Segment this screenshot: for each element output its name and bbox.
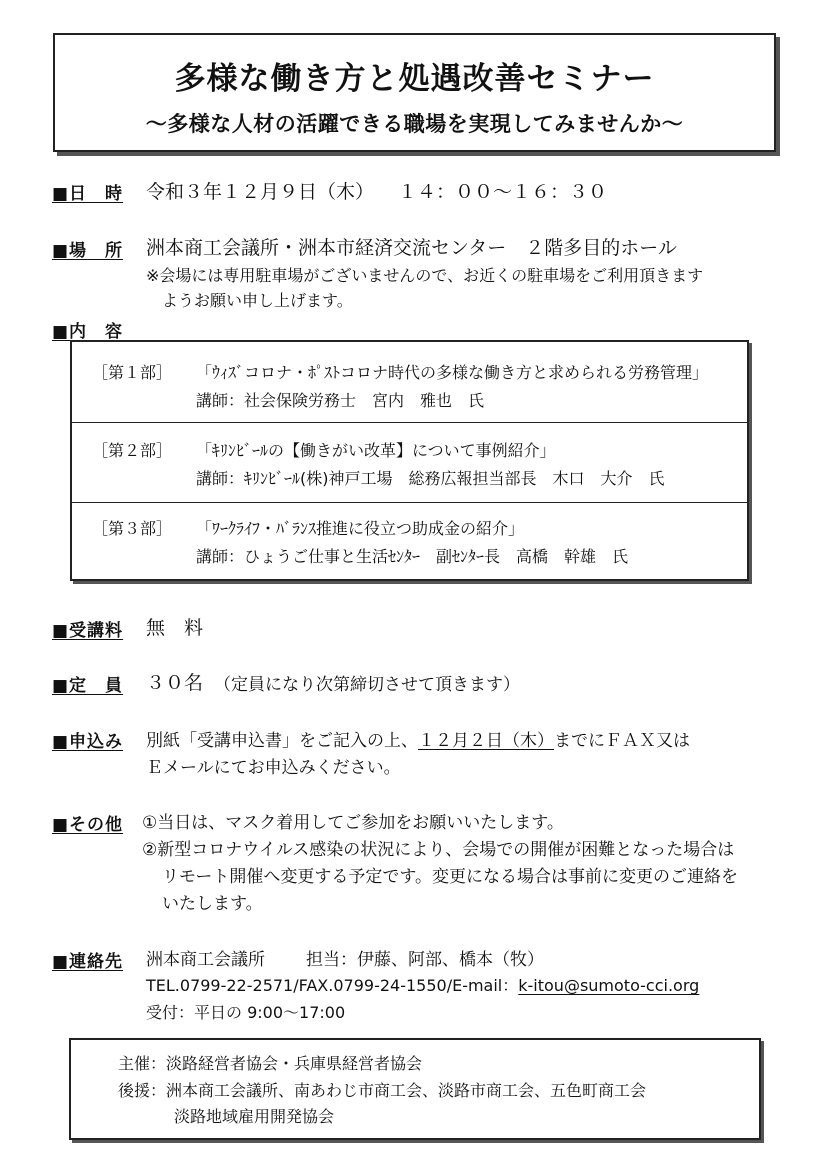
other-line2: ②新型コロナウイルス感染の状況により、会場での開催が困難となった場合は	[142, 840, 735, 860]
page-subtitle: ～多様な人材の活躍できる職場を実現してみませんか～	[145, 112, 684, 136]
divider	[72, 422, 747, 423]
apply-line1	[146, 726, 690, 751]
other-line4: いたします。	[162, 894, 263, 914]
venue-label: ■場 所	[52, 241, 124, 261]
capacity-label: ■定 員	[52, 676, 124, 696]
part2-lecturer: 講師：ｷﾘﾝﾋﾞｰﾙ(株)神戸工場 総務広報担当部長 木口 大介 氏	[196, 469, 665, 488]
contact-phone: TEL.0799-22-2571/FAX.0799-24-1550/E-mail：	[146, 976, 519, 995]
contact-hours: 受付：平日の 9:00～17:00	[146, 1003, 346, 1022]
other-label: ■その他	[52, 815, 124, 835]
part2-label: ［第２部］	[92, 441, 173, 460]
venue-place: 洲本商工会議所・洲本市経済交流センター ２階多目的ホール	[146, 237, 677, 259]
contact-org: 洲本商工会議所	[146, 950, 265, 970]
fee-label: ■受講料	[52, 621, 124, 641]
apply-deadline: １２月２日（木）	[418, 731, 554, 751]
other-line1: ①当日は、マスク着用してご参加をお願いいたします。	[142, 813, 564, 833]
part3-lecturer: 講師：ひょうご仕事と生活ｾﾝﾀｰ 副ｾﾝﾀｰ長 高橋 幹雄 氏	[196, 547, 629, 566]
footer-support-line1: 後援：洲本商工会議所、南あわじ市商工会、淡路市商工会、五色町商工会	[118, 1081, 647, 1100]
part1-lecturer: 講師：社会保険労務士 宮内 雅也 氏	[196, 391, 485, 410]
page-title: 多様な働き方と処遇改善セミナー	[174, 61, 655, 97]
apply-label: ■申込み	[52, 732, 124, 752]
footer-support-line2: 淡路地域雇用開発協会	[174, 1107, 335, 1126]
apply-text-b: までにＦＡＸ又は	[554, 731, 690, 751]
header-box	[53, 33, 776, 152]
part3-topic: 「ﾜｰｸﾗｲﾌ・ﾊﾞﾗﾝｽ推進に役立つ助成金の紹介」	[196, 519, 525, 538]
capacity-value: ３０名	[146, 672, 204, 694]
fee-value: 無 料	[146, 617, 204, 639]
part2-topic: 「ｷﾘﾝﾋﾞｰﾙの【働きがい改革】について事例紹介」	[196, 441, 556, 460]
other-line3: リモート開催へ変更する予定です。変更になる場合は事前に変更のご連絡を	[162, 867, 738, 887]
content-box	[70, 340, 749, 581]
venue-note-line1: ※会場には専用駐車場がございませんので、お近くの駐車場をご利用頂きます	[146, 266, 704, 285]
content-label: ■内 容	[52, 322, 124, 342]
contact-phone-line	[146, 973, 699, 996]
divider	[72, 502, 747, 503]
footer-box	[69, 1038, 761, 1140]
part3-label: ［第３部］	[92, 519, 173, 538]
contact-person: 担当：伊藤、阿部、橋本（牧）	[306, 950, 544, 970]
contact-email-link[interactable]: k-itou@sumoto-cci.org	[518, 976, 700, 995]
part1-label: ［第１部］	[92, 363, 173, 382]
apply-text-a: 別紙「受講申込書」をご記入の上、	[146, 731, 418, 751]
venue-note-line2: ようお願い申し上げます。	[162, 291, 353, 310]
apply-line2: Ｅメールにてお申込みください。	[146, 758, 401, 778]
datetime-label: ■日 時	[52, 184, 124, 204]
footer-host: 主催：淡路経営者協会・兵庫県経営者協会	[118, 1054, 423, 1073]
part1-topic: 「ｳｨｽﾞコロナ・ﾎﾟｽﾄコロナ時代の多様な働き方と求められる労務管理」	[196, 363, 709, 382]
capacity-note: （定員になり次第締切させて頂きます）	[214, 675, 520, 695]
datetime-time: １４：００～１６：３０	[398, 181, 608, 203]
contact-label: ■連絡先	[52, 952, 124, 972]
datetime-date: 令和３年１２月９日（木）	[146, 181, 375, 203]
